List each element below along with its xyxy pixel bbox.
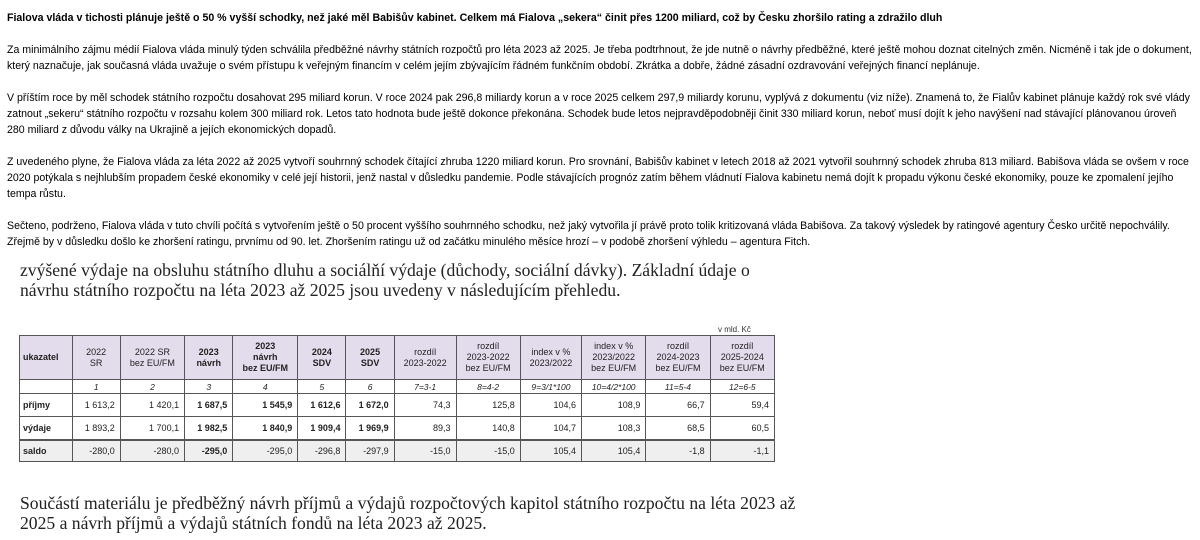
table-cell: 59,4 bbox=[710, 394, 774, 417]
index-cell: 7=3-1 bbox=[394, 380, 456, 394]
table-cell: 1 893,2 bbox=[72, 417, 120, 441]
row-label: příjmy bbox=[20, 394, 73, 417]
header-cell: 2022 SR bez EU/FM bbox=[120, 336, 184, 380]
table-cell: -1,1 bbox=[710, 440, 774, 462]
table-cell: -280,0 bbox=[72, 440, 120, 462]
index-cell: 6 bbox=[346, 380, 394, 394]
table-cell: 105,4 bbox=[582, 440, 646, 462]
table-cell: -295,0 bbox=[185, 440, 233, 462]
table-cell: 1 840,9 bbox=[233, 417, 298, 441]
index-cell: 4 bbox=[233, 380, 298, 394]
table-cell: -15,0 bbox=[394, 440, 456, 462]
table-cell: 1 687,5 bbox=[185, 394, 233, 417]
table-unit-label: v mld. Kč bbox=[718, 325, 751, 334]
table-cell: 68,5 bbox=[646, 417, 710, 441]
table-cell: 1 612,6 bbox=[298, 394, 346, 417]
table-cell: -1,8 bbox=[646, 440, 710, 462]
table-cell: -296,8 bbox=[298, 440, 346, 462]
scan-outro-text: Součástí materiálu je předběžný návrh příjmů a výdajů rozpočtových kapitol státního rozpočtu na léta 2023 až 2025 a návrh příjmů a výdajů státních fondů na léta 2023 až 2025. bbox=[20, 493, 796, 533]
table-cell: -295,0 bbox=[233, 440, 298, 462]
table-cell: 74,3 bbox=[394, 394, 456, 417]
budget-document-scan bbox=[0, 255, 800, 540]
index-cell bbox=[20, 380, 73, 394]
header-cell: rozdíl 2023-2022 bez EU/FM bbox=[456, 336, 520, 380]
index-cell: 12=6-5 bbox=[710, 380, 774, 394]
index-cell: 3 bbox=[185, 380, 233, 394]
table-cell: 1 700,1 bbox=[120, 417, 184, 441]
header-cell: 2025 SDV bbox=[346, 336, 394, 380]
table-cell: -15,0 bbox=[456, 440, 520, 462]
table-cell: 1 982,5 bbox=[185, 417, 233, 441]
table-cell: -280,0 bbox=[120, 440, 184, 462]
table-cell: 1 969,9 bbox=[346, 417, 394, 441]
index-cell: 5 bbox=[298, 380, 346, 394]
header-cell: 2022 SR bbox=[72, 336, 120, 380]
table-cell: 104,7 bbox=[520, 417, 581, 441]
budget-table bbox=[19, 335, 775, 462]
scan-intro-text: zvýšené výdaje na obsluhu státního dluhu a sociálňí výdaje (důchody, sociální dávky). Základní údaje o návrhu státního rozpočtu na léta 2023 až 2025 jsou uvedeny v následujícím přehledu. bbox=[20, 260, 750, 300]
article-headline: Fialova vláda v tichosti plánuje ještě o 50 % vyšší schodky, než jaké měl Babišův kabinet. Celkem má Fialova „sekera“ činit přes 1200 miliard, což by Česku zhoršilo rating a zdražilo dluh bbox=[7, 12, 943, 24]
index-cell: 9=3/1*100 bbox=[520, 380, 581, 394]
index-cell: 2 bbox=[120, 380, 184, 394]
header-cell: index v % 2023/2022 bbox=[520, 336, 581, 380]
table-cell: 66,7 bbox=[646, 394, 710, 417]
table-cell: 104,6 bbox=[520, 394, 581, 417]
header-cell: index v % 2023/2022 bez EU/FM bbox=[582, 336, 646, 380]
header-cell: rozdíl 2023-2022 bbox=[394, 336, 456, 380]
header-cell: 2024 SDV bbox=[298, 336, 346, 380]
table-index-row bbox=[20, 380, 775, 394]
header-cell: 2023 návrh bbox=[185, 336, 233, 380]
article-paragraph: Sečteno, podrženo, Fialova vláda v tuto chvíli počítá s vytvořením ještě o 50 procent vyššího souhrnného schodku, než jaký vytvořila jí právě proto tolik kritizovaná vláda Babišova. Za takový výsledek by ratingové agentury Česko určitě nepochválily. Zřejmě by v důsledku došlo ke zhoršení ratingu, prvnímu od 90. let. Zhoršením ratingu už od začátku minulého měsíce hrozí – v podobě zhoršení výhledu – agentura Fitch. bbox=[7, 220, 1170, 248]
row-label: saldo bbox=[20, 440, 73, 462]
table-cell: 108,9 bbox=[582, 394, 646, 417]
header-cell: rozdíl 2024-2023 bez EU/FM bbox=[646, 336, 710, 380]
header-cell: ukazatel bbox=[20, 336, 73, 380]
index-cell: 10=4/2*100 bbox=[582, 380, 646, 394]
table-cell: 60,5 bbox=[710, 417, 774, 441]
article bbox=[7, 10, 1192, 266]
header-cell: rozdíl 2025-2024 bez EU/FM bbox=[710, 336, 774, 380]
table-cell: 1 672,0 bbox=[346, 394, 394, 417]
header-cell: 2023 návrh bez EU/FM bbox=[233, 336, 298, 380]
table-cell: 1 909,4 bbox=[298, 417, 346, 441]
table-cell: 140,8 bbox=[456, 417, 520, 441]
table-cell: 125,8 bbox=[456, 394, 520, 417]
index-cell: 8=4-2 bbox=[456, 380, 520, 394]
table-cell: 1 545,9 bbox=[233, 394, 298, 417]
table-cell: 89,3 bbox=[394, 417, 456, 441]
table-cell: 1 613,2 bbox=[72, 394, 120, 417]
table-cell: -297,9 bbox=[346, 440, 394, 462]
table-cell: 108,3 bbox=[582, 417, 646, 441]
article-paragraph: Za minimálního zájmu médií Fialova vláda minulý týden schválila předběžné návrhy státních rozpočtů pro léta 2023 až 2025. Je třeba podtrhnout, že jde nutně o návrhy předběžné, které ještě mohou doznat citelných změn. Nicméně i tak jde o dokument, který naznačuje, jak současná vláda uvažuje o svém přístupu k veřejným financím v celém jejím zbývajícím řádném funkčním období. Zkrátka a dobře, žádné zásadní ozdravování veřejných financí neplánuje. bbox=[7, 44, 1192, 72]
article-paragraph: V příštím roce by měl schodek státního rozpočtu dosahovat 295 miliard korun. V roce 2024 pak 296,8 miliardy korun a v roce 2025 celkem 297,9 miliardy korunu, vyplývá z dokumentu (viz níže). Znamená to, že Fialův kabinet plánuje každý rok své vlády zatnout „sekeru“ státního rozpočtu v rozsahu kolem 300 miliard rok. Letos tato hodnota bude ještě dokonce překonána. Schodek bude letos nejpravděpodobněji činit 330 miliard korun, neboť musí dojít k jeho navýšení nad stávající plánovanou úroveň 280 miliard z důvodu války na Ukrajině a jejích ekonomických dopadů. bbox=[7, 92, 1190, 136]
table-header-row bbox=[20, 336, 775, 380]
index-cell: 1 bbox=[72, 380, 120, 394]
article-paragraph: Z uvedeného plyne, že Fialova vláda za léta 2022 až 2025 vytvoří souhrnný schodek čítající zhruba 1220 miliard korun. Pro srovnání, Babišův kabinet v letech 2018 až 2021 vytvořil souhrnný schodek zhruba 813 miliard. Babišova vláda se ovšem v roce 2020 potýkala s nejhlubším propadem české ekonomiky v celé její historii, jenž nastal v důsledku pandemie. Podle stávajících prognóz zatím během vládnutí Fialova kabinetu nemá dojít k propadu výkonu české ekonomiky, pouze ke zpomalení jejího tempa růstu. bbox=[7, 156, 1189, 200]
index-cell: 11=5-4 bbox=[646, 380, 710, 394]
table-row-vydaje bbox=[20, 417, 775, 441]
table-cell: 105,4 bbox=[520, 440, 581, 462]
table-row-saldo bbox=[20, 440, 775, 462]
table-row-prijmy bbox=[20, 394, 775, 417]
row-label: výdaje bbox=[20, 417, 73, 441]
table-cell: 1 420,1 bbox=[120, 394, 184, 417]
